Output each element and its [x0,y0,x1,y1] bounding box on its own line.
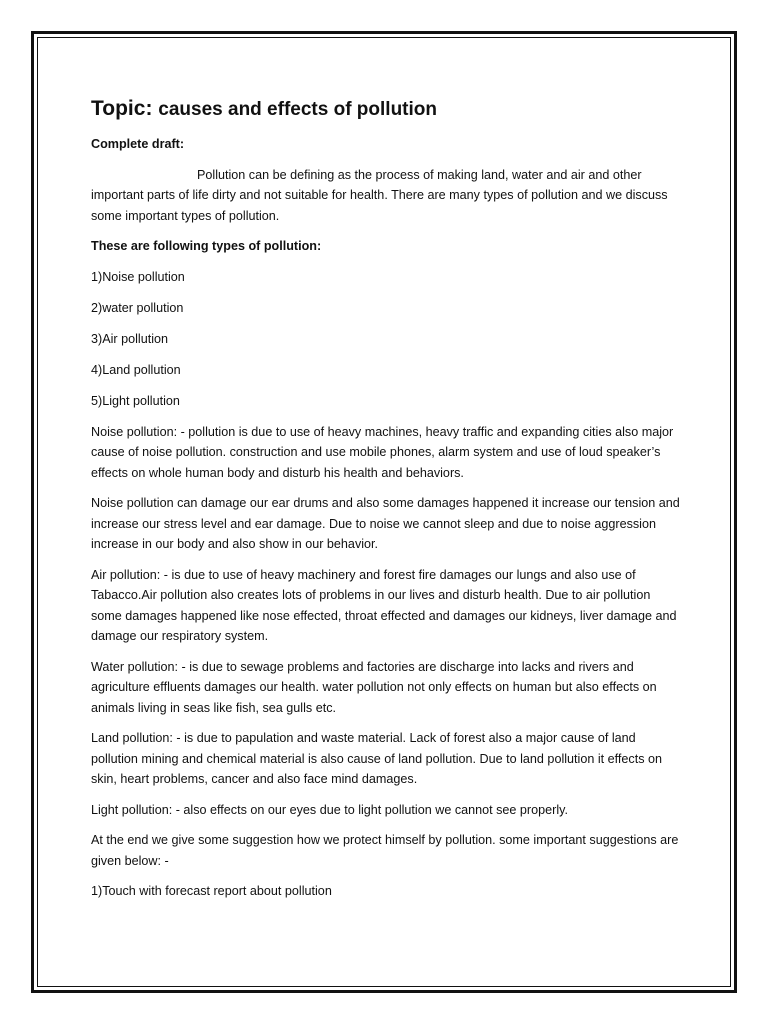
list-item: 4)Land pollution [91,362,181,377]
list-item: 5)Light pollution [91,393,180,408]
document-body [91,94,681,912]
paragraph-light: Light pollution: - also effects on our eyes due to light pollution we cannot see properly. [91,802,568,817]
title-prefix: Topic: [91,97,153,120]
paragraph-noise-causes: Noise pollution: - pollution is due to use of heavy machines, heavy traffic and expanding cities also major cause of noise pollution. construction and use mobile phones, alarm system and use of loud speaker’s effects on whole human body and disturb his health and behaviors. [91,424,674,480]
types-heading: These are following types of pollution: [91,239,322,253]
draft-label: Complete draft: [91,137,185,151]
list-item: 3)Air pollution [91,331,169,346]
intro-paragraph [91,165,681,227]
paragraph-suggestions-intro: At the end we give some suggestion how we protect himself by pollution. some important suggestions are given below: - [91,833,679,868]
paragraph-water: Water pollution: - is due to sewage problems and factories are discharge into lacks and rivers and agriculture effluents damages our health. water pollution not only effects on human but also effects on animals living in seas like fish, sea gulls etc. [91,659,657,715]
title-text: causes and effects of pollution [158,99,437,120]
list-item: 1)Noise pollution [91,269,185,284]
list-item: 2)water pollution [91,300,184,315]
page-title [91,94,681,125]
paragraph-noise-effects: Noise pollution can damage our ear drums and also some damages happened it increase our tension and increase our stress level and ear damage. Due to noise we cannot sleep and due to noise aggression increase in our body and also show in our behavior. [91,496,680,551]
intro-text: Pollution can be defining as the process of making land, water and air and other important parts of life dirty and not suitable for health. There are many types of pollution and we discuss some important types of pollution. [91,167,668,223]
paragraph-land: Land pollution: - is due to papulation and waste material. Lack of forest also a major cause of land pollution mining and chemical material is also cause of land pollution. Due to land pollution it effects on skin, heart problems, cancer and also face mind damages. [91,731,663,786]
paragraph-air: Air pollution: - is due to use of heavy machinery and forest fire damages our lungs and also use of Tabacco.Air pollution also creates lots of problems in our lives and disturb health. Due to air pollution some damages happened like nose effected, throat effected and damages our kidneys, liver damage and damage our respiratory system. [91,567,677,643]
suggestion-item: 1)Touch with forecast report about pollution [91,884,332,898]
